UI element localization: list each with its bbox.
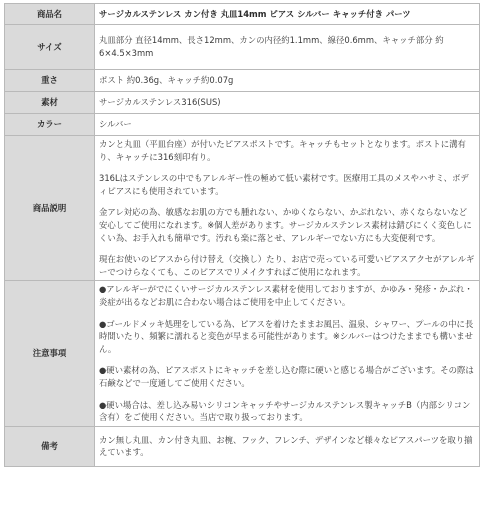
description-paragraph: 316Lはステンレスの中でもアレルギー性の極めて低い素材です。医療用工具のメスやハサミ、ボディピアスにも使用されています。 <box>99 173 469 196</box>
spec-row-description <box>5 136 480 281</box>
row-label-size: サイズ <box>5 25 95 70</box>
row-label-name: 商品名 <box>5 4 95 25</box>
row-label-description: 商品説明 <box>5 136 95 281</box>
description-cell <box>95 136 480 281</box>
row-label-material: 素材 <box>5 92 95 114</box>
row-label-remarks: 備考 <box>5 426 95 466</box>
notes-paragraph: ●硬い素材の為、ピアスポストにキャッチを差し込む際に硬いと感じる場合がございます。その際は石鹸などで一度通してご使用ください。 <box>99 365 474 388</box>
notes-paragraph: ●ゴールドメッキ処理をしている為、ピアスを着けたままお風呂、温泉、シャワー、プールの中に長時間いたり、頻繁に濡れると変色が早まる可能性があります。※シルバーはつけたままでも構いません。 <box>99 318 474 354</box>
description-paragraph: 現在お使いのピアスから付け替え（交換し）たり、お店で売っている可愛いピアスアクセがアレルギーでつけらなくても、このピアスでリメイクすればご使用になれます。 <box>99 254 475 277</box>
spec-row-weight <box>5 70 480 92</box>
row-label-color: カラー <box>5 114 95 136</box>
spec-row-size <box>5 25 480 70</box>
size-value: 丸皿部分 直径14mm、長さ12mm、カンの内径約1.1mm、線径0.6mm、キャッチ部分 約6×4.5×3mm <box>95 25 480 70</box>
remarks-value: カン無し丸皿、カン付き丸皿、お椀、フック、フレンチ、デザインなど様々なピアスパーツを取り揃えています。 <box>95 426 480 466</box>
description-paragraph: カンと丸皿（平皿台座）が付いたピアスポストです。キャッチもセットとなります。ポストに溝有り、キャッチに316刻印有り。 <box>99 139 466 162</box>
description-paragraph: 金アレ対応の為、敏感なお肌の方でも腫れない、かゆくならない、かぶれない、赤くならないなど安心してご使用になれます。※個人差があります。サージカルステンレス素材は錆びにくく変色しにくい為、お手入れも簡単です。汚れも楽に落とせ、アレルギーでない方にも大変便利です。 <box>99 207 472 243</box>
spec-row-notes <box>5 281 480 426</box>
spec-row-name <box>5 4 480 25</box>
notes-cell <box>95 281 480 426</box>
notes-paragraph: ●硬い場合は、差し込み易いシリコンキャッチやサージカルステンレス製キャッチB（内部シリコン含有）をご使用ください。当店で取り扱っております。 <box>99 399 471 423</box>
row-label-notes: 注意事項 <box>5 281 95 426</box>
spec-row-remarks <box>5 426 480 466</box>
weight-value: ポスト 約0.36g、キャッチ約0.07g <box>95 70 480 92</box>
notes-paragraph: ●アレルギーがでにくいサージカルステンレス素材を使用しておりますが、かゆみ・発疹・かぶれ・炎症が出るなどお肌に合わない場合はご使用を中止してください。 <box>99 284 473 307</box>
color-value: シルバー <box>95 114 480 136</box>
spec-row-material <box>5 92 480 114</box>
product-spec-table <box>4 3 480 467</box>
material-value: サージカルステンレス316(SUS) <box>95 92 480 114</box>
spec-row-color <box>5 114 480 136</box>
product-name: サージカルステンレス カン付き 丸皿14mm ピアス シルバー キャッチ付き パーツ <box>95 4 480 25</box>
row-label-weight: 重さ <box>5 70 95 92</box>
